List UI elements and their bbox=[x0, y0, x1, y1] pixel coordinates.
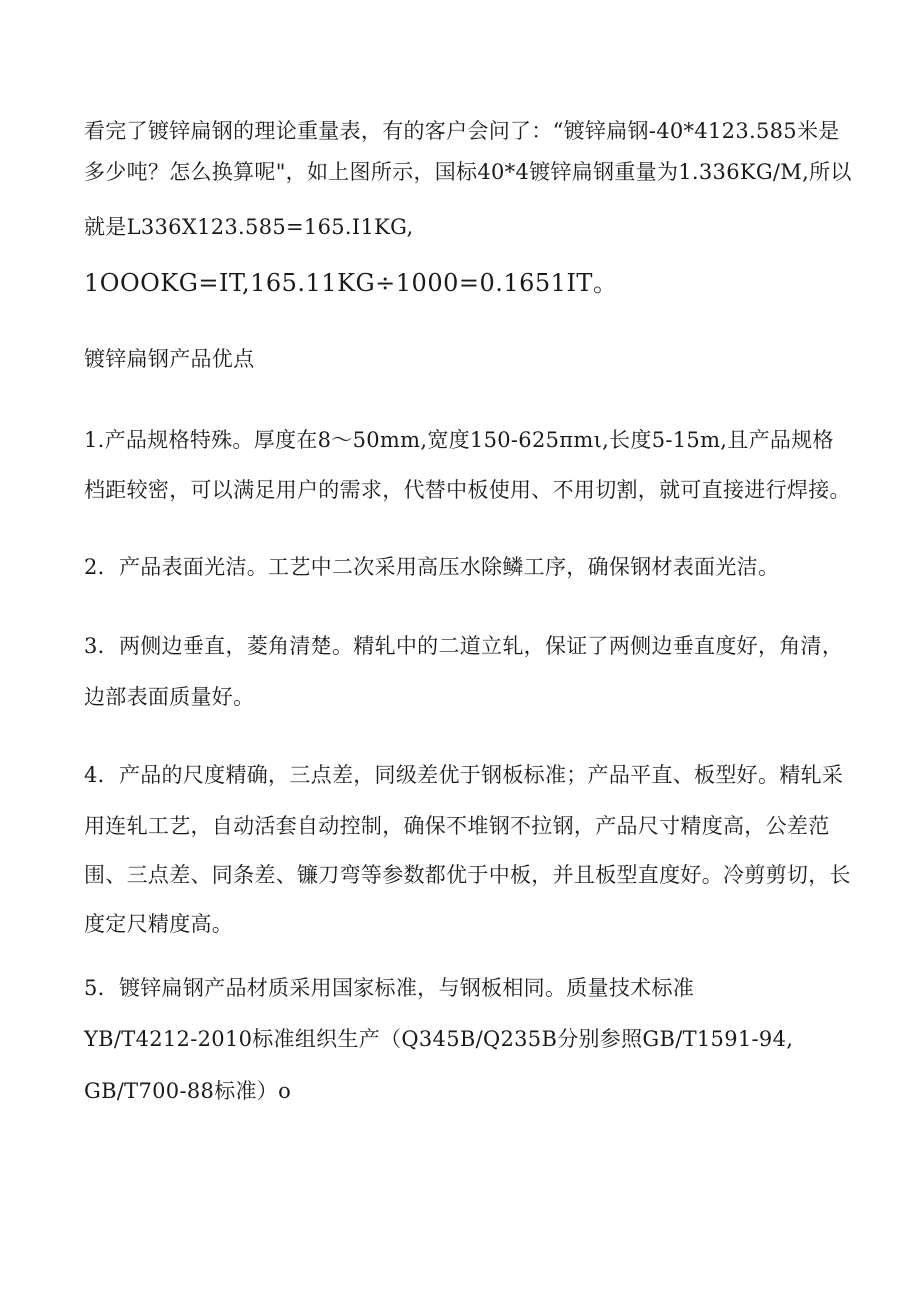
point-1-line-1: 1.产品规格特殊。厚度在8～50mm,宽度150-625πmι,长度5-15m,且产品规格 bbox=[84, 428, 834, 452]
section-heading: 镀锌扁钢产品优点 bbox=[84, 347, 255, 371]
intro-line-3: 就是L336X123.585=165.I1KG, bbox=[84, 215, 414, 239]
conversion-line: 1OOOKG=IT,165.11KG÷1000=0.1651IT。 bbox=[84, 269, 618, 297]
point-3-line-1: 3．两侧边垂直，菱角清楚。精轧中的二道立轧，保证了两侧边垂直度好，角清， bbox=[84, 634, 844, 658]
point-4-line-3: 围、三点差、同条差、镰刀弯等参数都优于中板，并且板型直度好。冷剪剪切，长 bbox=[84, 863, 851, 887]
point-1-line-2: 档距较密，可以满足用户的需求，代替中板使用、不用切割，就可直接进行焊接。 bbox=[84, 478, 851, 502]
point-3-line-2: 边部表面质量好。 bbox=[84, 685, 255, 709]
point-4-line-2: 用连轧工艺，自动活套自动控制，确保不堆钢不拉钢，产品尺寸精度高，公差范 bbox=[84, 814, 830, 838]
point-5-line-2: YB/T4212-2010标准组织生产（Q345B/Q235B分别参照GB/T1591-94, bbox=[84, 1027, 794, 1051]
point-4-line-4: 度定尺精度高。 bbox=[84, 912, 234, 936]
point-5-line-3: GB/T700-88标准）o bbox=[84, 1079, 292, 1103]
intro-line-1: 看完了镀锌扁钢的理论重量表，有的客户会问了：“镀锌扁钢-40*4123.585米是 bbox=[84, 119, 840, 143]
point-4-line-1: 4．产品的尺度精确，三点差，同级差优于钢板标准；产品平直、板型好。精轧采 bbox=[84, 763, 844, 787]
point-5-line-1: 5．镀锌扁钢产品材质采用国家标准，与钢板相同。质量技术标准 bbox=[84, 976, 695, 1000]
point-2-line-1: 2．产品表面光洁。工艺中二次采用高压水除鳞工序，确保钢材表面光洁。 bbox=[84, 555, 780, 579]
intro-line-2: 多少吨？怎么换算呢"，如上图所示，国标40*4镀锌扁钢重量为1.336KG/M,所以 bbox=[84, 160, 852, 184]
